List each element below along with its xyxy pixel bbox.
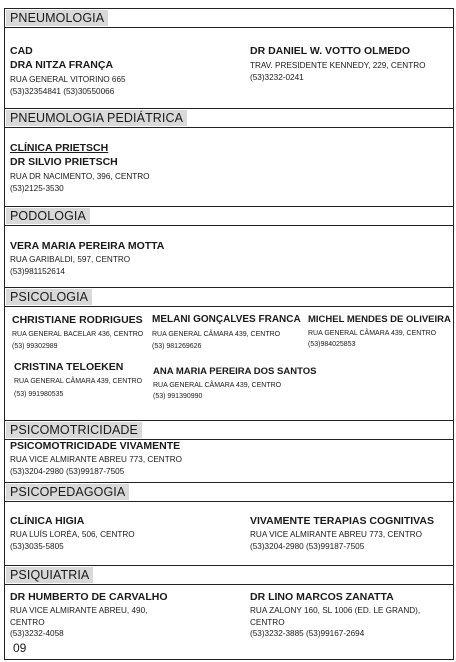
listing-name: CLÍNICA PRIETSCH — [10, 142, 109, 154]
listing-address: RUA DR NACIMENTO, 396, CENTRO — [10, 172, 150, 181]
listing-phone: (53)3232-0241 — [250, 72, 304, 82]
listing-phone: (53)981152614 — [10, 266, 65, 276]
section-title: PNEUMOLOGIA PEDIÁTRICA — [6, 110, 187, 126]
listing-phone: (53)32354841 (53)30550066 — [10, 86, 115, 96]
listing-entry — [12, 313, 143, 352]
section-body-pneumologia-pediatrica — [4, 128, 454, 206]
page-number: 09 — [13, 641, 27, 655]
section-title: PODOLOGIA — [6, 208, 90, 224]
listing-address: RUA GENERAL CÂMARA 439, CENTRO — [153, 382, 282, 389]
listing-address: RUA GENERAL CÂMARA 439, CENTRO — [152, 331, 281, 338]
listing-address: CENTRO — [250, 617, 285, 627]
listing-phone: (53) 991390990 — [153, 393, 203, 400]
section-body-psicopedagogia — [4, 502, 454, 565]
section-body-psicologia — [4, 307, 454, 420]
section-body-psiquiatria — [4, 585, 454, 660]
listing-address: RUA VICE ALMIRANTE ABREU 773, CENTRO — [10, 455, 182, 464]
listing-entry — [10, 239, 164, 277]
listing-phone: (53)3204-2980 (53)99187-7505 — [10, 466, 125, 476]
listing-name: VERA MARIA PEREIRA MOTTA — [10, 240, 165, 252]
listing-entry — [153, 365, 316, 402]
listing-name: DR LINO MARCOS ZANATTA — [250, 591, 394, 603]
listing-entry — [308, 313, 451, 350]
listing-name: CLÍNICA HIGIA — [10, 515, 85, 527]
listing-address: RUA GENERAL VITORINO 665 — [10, 75, 126, 84]
section-title: PSICOLOGIA — [6, 289, 92, 305]
section-header-psicopedagogia — [4, 482, 454, 502]
listing-address: TRAV. PRESIDENTE KENNEDY, 229, CENTRO — [250, 61, 426, 70]
listing-address: RUA GENERAL CÂMARA 439, CENTRO — [14, 378, 143, 385]
section-body-psicomotricidade — [4, 440, 454, 482]
section-header-pneumologia-pediatrica — [4, 108, 454, 128]
listing-name: CHRISTIANE RODRIGUES — [12, 314, 143, 326]
listing-phone: (53) 99302989 — [12, 343, 58, 350]
listing-name: DR DANIEL W. VOTTO OLMEDO — [250, 45, 411, 57]
listing-name: PSICOMOTRICIDADE VIVAMENTE — [10, 440, 181, 452]
section-body-podologia — [4, 226, 454, 287]
section-header-psiquiatria — [4, 565, 454, 585]
section-body-pneumologia — [4, 28, 454, 108]
directory-page — [4, 4, 454, 644]
listing-name: CAD — [10, 45, 33, 57]
listing-name: VIVAMENTE TERAPIAS COGNITIVAS — [250, 515, 434, 527]
listing-address: RUA VICE ALMIRANTE ABREU 773, CENTRO — [250, 530, 422, 539]
listing-phone: (53)3232-4058 — [10, 629, 64, 638]
listing-entry — [250, 514, 434, 552]
section-header-pneumologia — [4, 8, 454, 28]
listing-address: RUA LUÍS LORÉA, 506, CENTRO — [10, 530, 135, 539]
listing-name: ANA MARIA PEREIRA DOS SANTOS — [153, 366, 317, 377]
section-header-podologia — [4, 206, 454, 226]
section-title: PSICOPEDAGOGIA — [6, 484, 129, 500]
listing-name: MELANI GONÇALVES FRANCA — [152, 314, 301, 325]
listing-name: DR HUMBERTO DE CARVALHO — [10, 591, 168, 603]
listing-entry — [10, 590, 168, 640]
listing-address: CENTRO — [10, 617, 45, 627]
listing-entry — [250, 590, 420, 640]
listing-phone: (53) 991980535 — [14, 391, 64, 398]
listing-entry — [10, 439, 182, 477]
section-header-psicomotricidade — [4, 420, 454, 440]
listing-address: RUA ZALONY 160, SL 1006 (ED. LE GRAND), — [250, 606, 421, 615]
listing-entry — [250, 44, 425, 83]
listing-entry — [10, 141, 150, 194]
listing-phone: (53)3035-5805 — [10, 541, 64, 551]
listing-name: DR SILVIO PRIETSCH — [10, 156, 118, 168]
listing-phone: (53)3204-2980 (53)99187-7505 — [250, 541, 365, 551]
listing-phone: (53)3232-3885 (53)99167-2694 — [250, 629, 365, 638]
listing-name: MICHEL MENDES DE OLIVEIRA — [308, 314, 451, 325]
listing-phone: (53)984025853 — [308, 341, 356, 348]
listing-phone: (53)2125-3530 — [10, 183, 64, 193]
listing-name: CRISTINA TELOEKEN — [14, 361, 124, 373]
listing-address: RUA GARIBALDI, 597, CENTRO — [10, 255, 131, 264]
listing-entry — [14, 360, 142, 400]
listing-address: RUA GENERAL CÂMARA 439, CENTRO — [308, 330, 437, 337]
listing-entry — [10, 44, 126, 97]
section-title: PNEUMOLOGIA — [6, 10, 108, 26]
listing-address: RUA GENERAL BACELAR 436, CENTRO — [12, 331, 144, 338]
section-header-psicologia — [4, 287, 454, 307]
section-title: PSIQUIATRIA — [6, 567, 93, 583]
listing-address: RUA VICE ALMIRANTE ABREU, 490, — [10, 606, 148, 615]
listing-entry — [152, 313, 301, 352]
listing-name: DRA NITZA FRANÇA — [10, 59, 114, 71]
listing-phone: (53) 981269626 — [152, 343, 202, 350]
listing-entry — [10, 514, 135, 552]
section-title: PSICOMOTRICIDADE — [6, 422, 142, 438]
